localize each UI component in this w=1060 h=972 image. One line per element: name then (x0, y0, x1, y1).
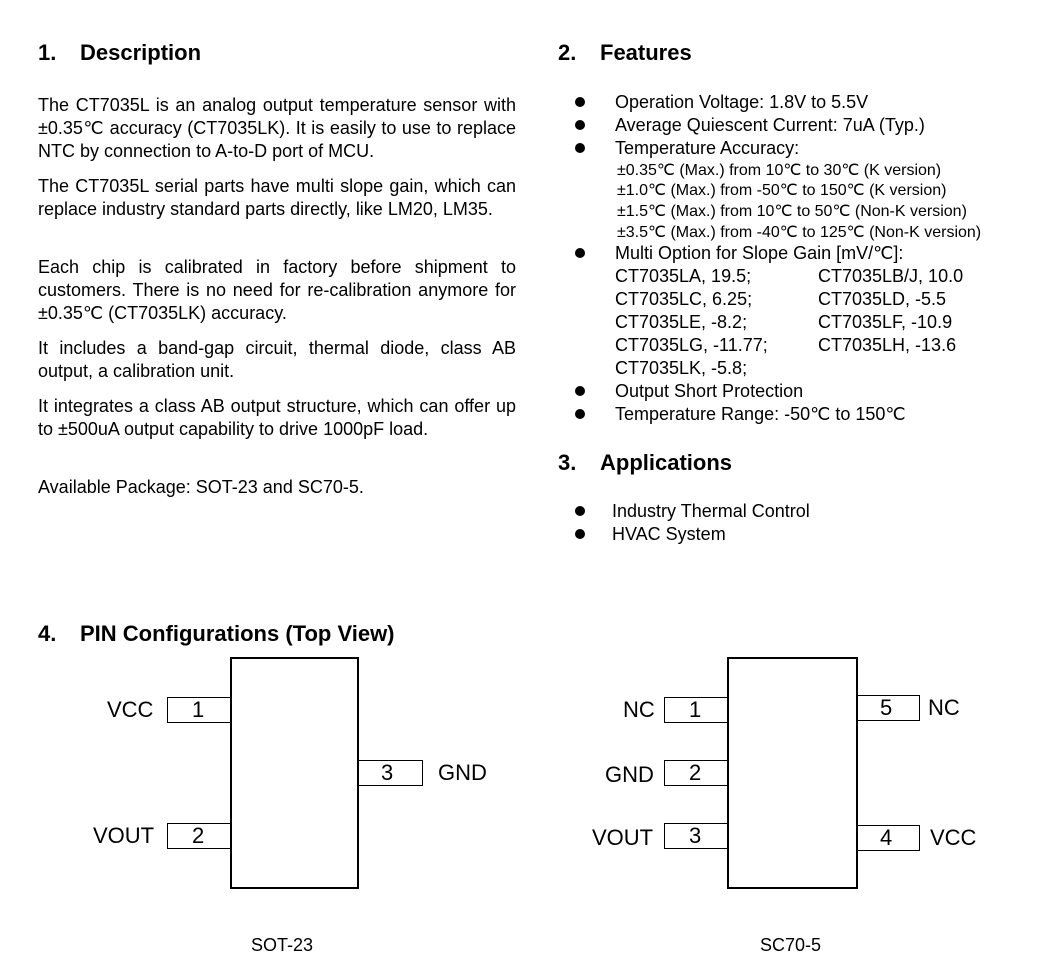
bullet-icon (575, 248, 585, 258)
bullet-icon (575, 529, 585, 539)
sc70-pin2-name: GND (605, 762, 654, 787)
application-item: Industry Thermal Control (612, 501, 810, 521)
accuracy-line: ±3.5℃ (Max.) from -40℃ to 125℃ (Non-K version) (617, 224, 982, 241)
sot23-pin2: 2 (167, 823, 231, 849)
sc70-pin1-name: NC (623, 697, 655, 722)
slope-option: CT7035LB/J, 10.0 (818, 266, 964, 286)
heading-pin-configurations: 4. PIN Configurations (Top View) (38, 621, 395, 646)
bullet-icon (575, 120, 585, 130)
sc70-caption: SC70-5 (760, 935, 822, 955)
feature-item: Temperature Range: -50℃ to 150℃ (615, 404, 906, 424)
accuracy-line: ±0.35℃ (Max.) from 10℃ to 30℃ (K version) (617, 162, 942, 179)
sc70-pin5: 5 (857, 695, 920, 721)
sc70-pin4: 4 (857, 825, 920, 851)
slope-option: CT7035LD, -5.5 (818, 289, 947, 309)
sc70-pin3: 3 (664, 823, 728, 849)
description-paragraph: It integrates a class AB output structure, which can offer up to ±500uA output capability to drive 1000pF load. (38, 396, 516, 439)
bullet-icon (575, 386, 585, 396)
heading-features: 2. Features (558, 40, 692, 65)
accuracy-line: ±1.5℃ (Max.) from 10℃ to 50℃ (Non-K version) (617, 203, 967, 220)
feature-item: Operation Voltage: 1.8V to 5.5V (615, 92, 869, 112)
bullet-icon (575, 409, 585, 419)
description-paragraph: Each chip is calibrated in factory before shipment to customers. There is no need for re-calibration anymore for ±0.35℃ (CT7035LK) accuracy. (38, 257, 516, 323)
sot23-pin3: 3 (358, 760, 423, 786)
description-paragraph: The CT7035L is an analog output temperature sensor with ±0.35℃ accuracy (CT7035LK). It is easily to use to replace NTC by connection to A-to-D port of MCU. (38, 95, 516, 161)
slope-option: CT7035LE, -8.2; (615, 312, 748, 332)
sot23-pin3-name: GND (438, 760, 487, 785)
heading-applications: 3. Applications (558, 450, 733, 475)
sc70-package-body (727, 657, 858, 889)
bullet-icon (575, 143, 585, 153)
sc70-pin4-name: VCC (930, 825, 977, 850)
slope-option: CT7035LA, 19.5; (615, 266, 752, 286)
bullet-icon (575, 506, 585, 516)
sot23-caption: SOT-23 (251, 935, 314, 955)
accuracy-line: ±1.0℃ (Max.) from -50℃ to 150℃ (K version) (617, 182, 947, 199)
description-paragraph: Available Package: SOT-23 and SC70-5. (38, 477, 364, 497)
feature-item: Output Short Protection (615, 381, 804, 401)
feature-item: Average Quiescent Current: 7uA (Typ.) (615, 115, 925, 135)
slope-option: CT7035LC, 6.25; (615, 289, 753, 309)
sot23-package-body (230, 657, 359, 889)
slope-option: CT7035LG, -11.77; (615, 335, 768, 355)
application-item: HVAC System (612, 524, 726, 544)
sc70-pin1: 1 (664, 697, 728, 723)
sot23-pin2-name: VOUT (93, 823, 155, 848)
sc70-pin2: 2 (664, 760, 728, 786)
slope-option: CT7035LK, -5.8; (615, 358, 748, 378)
description-paragraph: The CT7035L serial parts have multi slope gain, which can replace industry standard parts directly, like LM20, LM35. (38, 176, 516, 219)
feature-item: Multi Option for Slope Gain [mV/℃]: (615, 243, 904, 263)
sot23-pin1-name: VCC (107, 697, 154, 722)
sot23-pin1: 1 (167, 697, 231, 723)
description-paragraph: It includes a band-gap circuit, thermal diode, class AB output, a calibration unit. (38, 338, 516, 381)
slope-option: CT7035LF, -10.9 (818, 312, 953, 332)
sc70-pin3-name: VOUT (592, 825, 654, 850)
feature-item: Temperature Accuracy: (615, 138, 800, 158)
sc70-pin5-name: NC (928, 695, 960, 720)
bullet-icon (575, 97, 585, 107)
heading-description: 1. Description (38, 40, 202, 65)
slope-option: CT7035LH, -13.6 (818, 335, 957, 355)
